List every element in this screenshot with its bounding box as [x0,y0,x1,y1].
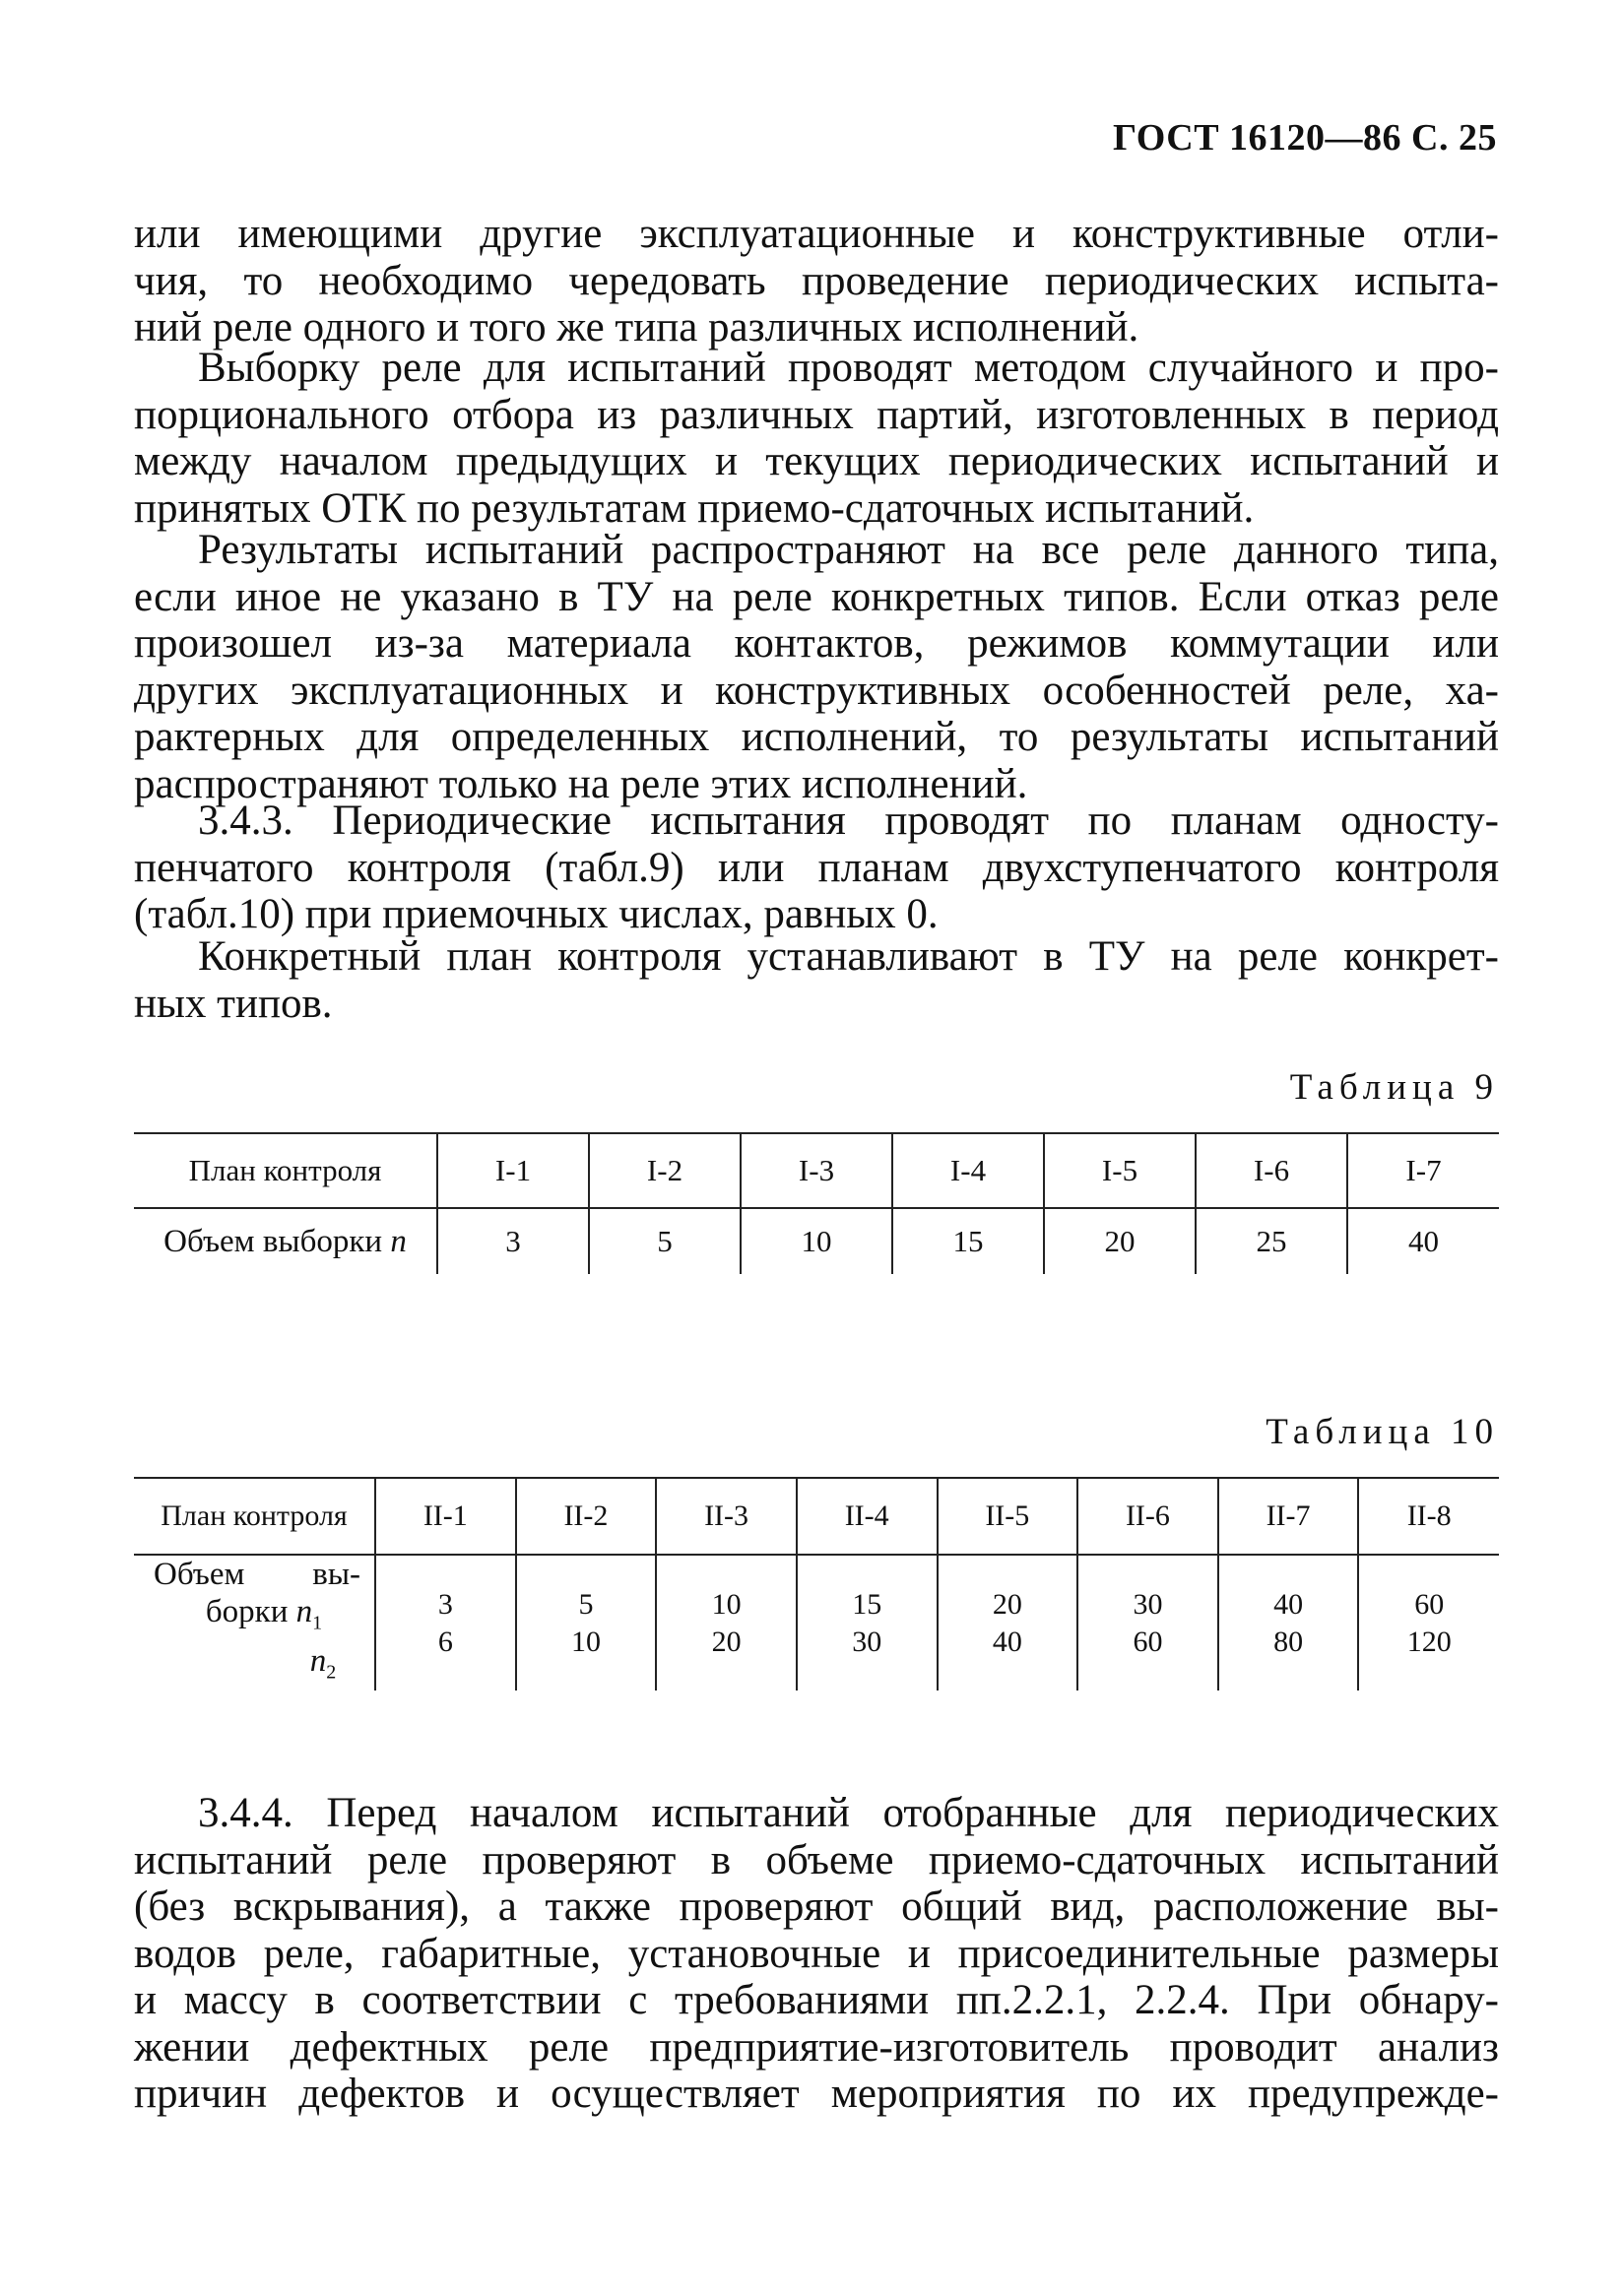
table-cell [1358,1555,1499,1690]
text-line: распространяют только на реле этих исполнений. [134,760,1028,807]
value-n1: 30 [1133,1587,1163,1621]
text-line: произошел из-за материала контактов, режимов коммутации или [134,620,1499,667]
symbol-n: n [309,1642,327,1679]
subscript: 2 [326,1661,337,1684]
text-line: ний реле одного и того же типа различных исполнений. [134,304,1139,351]
text-line: испытаний реле проверяют в объеме приемо-сдаточных испытаний [134,1836,1499,1883]
header-cell: I-4 [892,1133,1044,1208]
table-9-caption: Таблица 9 [1289,1067,1499,1108]
paragraph-3 [134,527,1499,807]
running-header: ГОСТ 16120—86 С. 25 [1113,117,1497,159]
header-cell: II-5 [938,1478,1078,1555]
header-cell: II-8 [1358,1478,1499,1555]
table-cell: 3 [437,1208,589,1274]
value-n2: 30 [852,1625,882,1658]
row-label [134,1555,375,1690]
value-n1: 60 [1414,1587,1445,1621]
value-n1: 3 [437,1587,453,1621]
text-line: ных типов. [134,980,333,1027]
table-row [134,1555,1499,1690]
text-line: и массу в соответствии с требованиями пп.2.2.1, 2.2.4. При обнару- [134,1977,1499,2023]
header-cell: II-3 [656,1478,797,1555]
text-line: других эксплуатационных и конструктивных особенностей реле, ха- [134,667,1499,714]
value-n2: 40 [992,1625,1022,1658]
text-line: порционального отбора из различных партий, изготовленных в период [134,391,1499,438]
value-n2: 20 [711,1625,742,1658]
header-cell: План контроля [134,1478,375,1555]
text-line: (без вскрывания), а также проверяют общий вид, расположение вы- [134,1883,1499,1930]
header-cell: I-7 [1347,1133,1499,1208]
value-n2: 120 [1406,1625,1452,1658]
table-cell: 20 [1044,1208,1196,1274]
header-cell: II-4 [797,1478,938,1555]
header-cell: II-1 [375,1478,516,1555]
text-line: (табл.10) при приемочных числах, равных 0. [134,891,939,937]
header-cell: I-3 [741,1133,892,1208]
header-cell: I-6 [1196,1133,1347,1208]
table-cell [797,1555,938,1690]
header-cell: I-5 [1044,1133,1196,1208]
paragraph-1 [134,211,1499,351]
table-cell: 5 [589,1208,741,1274]
row-label-line [154,1593,374,1642]
table-row [134,1208,1499,1274]
paragraph-2 [134,345,1499,532]
text-line: Конкретный план контроля устанавливают в ТУ на реле конкрет- [198,933,1499,980]
table-cell: 40 [1347,1208,1499,1274]
row-symbol: n [390,1223,407,1259]
table-cell [375,1555,516,1690]
text-line: принятых ОТК по результатам приемо-сдаточных испытаний. [134,484,1255,532]
header-cell: I-1 [437,1133,589,1208]
value-n2: 80 [1273,1625,1304,1658]
value-n1: 5 [578,1587,594,1621]
paragraph-3-4-3 [134,797,1499,938]
row-label-line [154,1556,374,1593]
text-line: водов реле, габаритные, установочные и присоединительные размеры [134,1930,1499,1977]
value-n1: 15 [852,1587,882,1621]
table-cell [516,1555,657,1690]
value-n1: 40 [1273,1587,1304,1621]
value-n2: 60 [1133,1625,1163,1658]
header-cell: II-6 [1077,1478,1218,1555]
row-label-line [154,1642,374,1691]
symbol-n: n [295,1594,313,1629]
table-cell: 15 [892,1208,1044,1274]
paragraph-5 [134,933,1499,1027]
text-line: между началом предыдущих и текущих периодических испытаний и [134,438,1499,484]
header-cell: План контроля [134,1133,437,1208]
row-label [134,1208,437,1274]
text-line: 3.4.3. Периодические испытания проводят по планам односту- [198,797,1499,844]
value-n2: 10 [570,1625,601,1658]
value-n1: 10 [711,1587,742,1621]
header-cell: I-2 [589,1133,741,1208]
table-10 [134,1477,1499,1690]
table-10-caption: Таблица 10 [1266,1412,1499,1452]
text-line: 3.4.4. Перед началом испытаний отобранные для периодических [198,1790,1499,1836]
header-cell: II-7 [1218,1478,1359,1555]
text-line: чия, то необходимо чередовать проведение периодических испыта- [134,257,1499,304]
text-line: Результаты испытаний распространяют на все реле данного типа, [198,527,1499,573]
text-line: жении дефектных реле предприятие-изготовитель проводит анализ [134,2023,1499,2071]
table-header-row [134,1133,1499,1208]
table-cell [1218,1555,1359,1690]
table-header-row [134,1478,1499,1555]
value-n2: 6 [437,1625,453,1658]
table-9 [134,1132,1499,1274]
value-n1: 20 [992,1587,1022,1621]
row-label-word: Объем [154,1557,245,1592]
paragraph-3-4-4 [134,1790,1499,2118]
text-line: причин дефектов и осуществляет мероприятия по их предупрежде- [134,2071,1499,2117]
subscript: 1 [312,1612,323,1634]
text-line: если иное не указано в ТУ на реле конкретных типов. Если отказ реле [134,573,1499,620]
table-cell [656,1555,797,1690]
text-line: пенчатого контроля (табл.9) или планам двухступенчатого контроля [134,844,1499,891]
row-label-word: борки [205,1594,289,1629]
text-line: Выборку реле для испытаний проводят методом случайного и про- [198,345,1499,391]
row-label-word: вы- [312,1557,360,1592]
table-cell [938,1555,1078,1690]
header-cell: II-2 [516,1478,657,1555]
text-line: рактерных для определенных исполнений, то результаты испытаний [134,714,1499,760]
table-cell: 25 [1196,1208,1347,1274]
row-label-text: Объем выборки [163,1223,383,1259]
text-line: или имеющими другие эксплуатационные и конструктивные отли- [134,211,1499,257]
table-cell [1077,1555,1218,1690]
table-cell: 10 [741,1208,892,1274]
